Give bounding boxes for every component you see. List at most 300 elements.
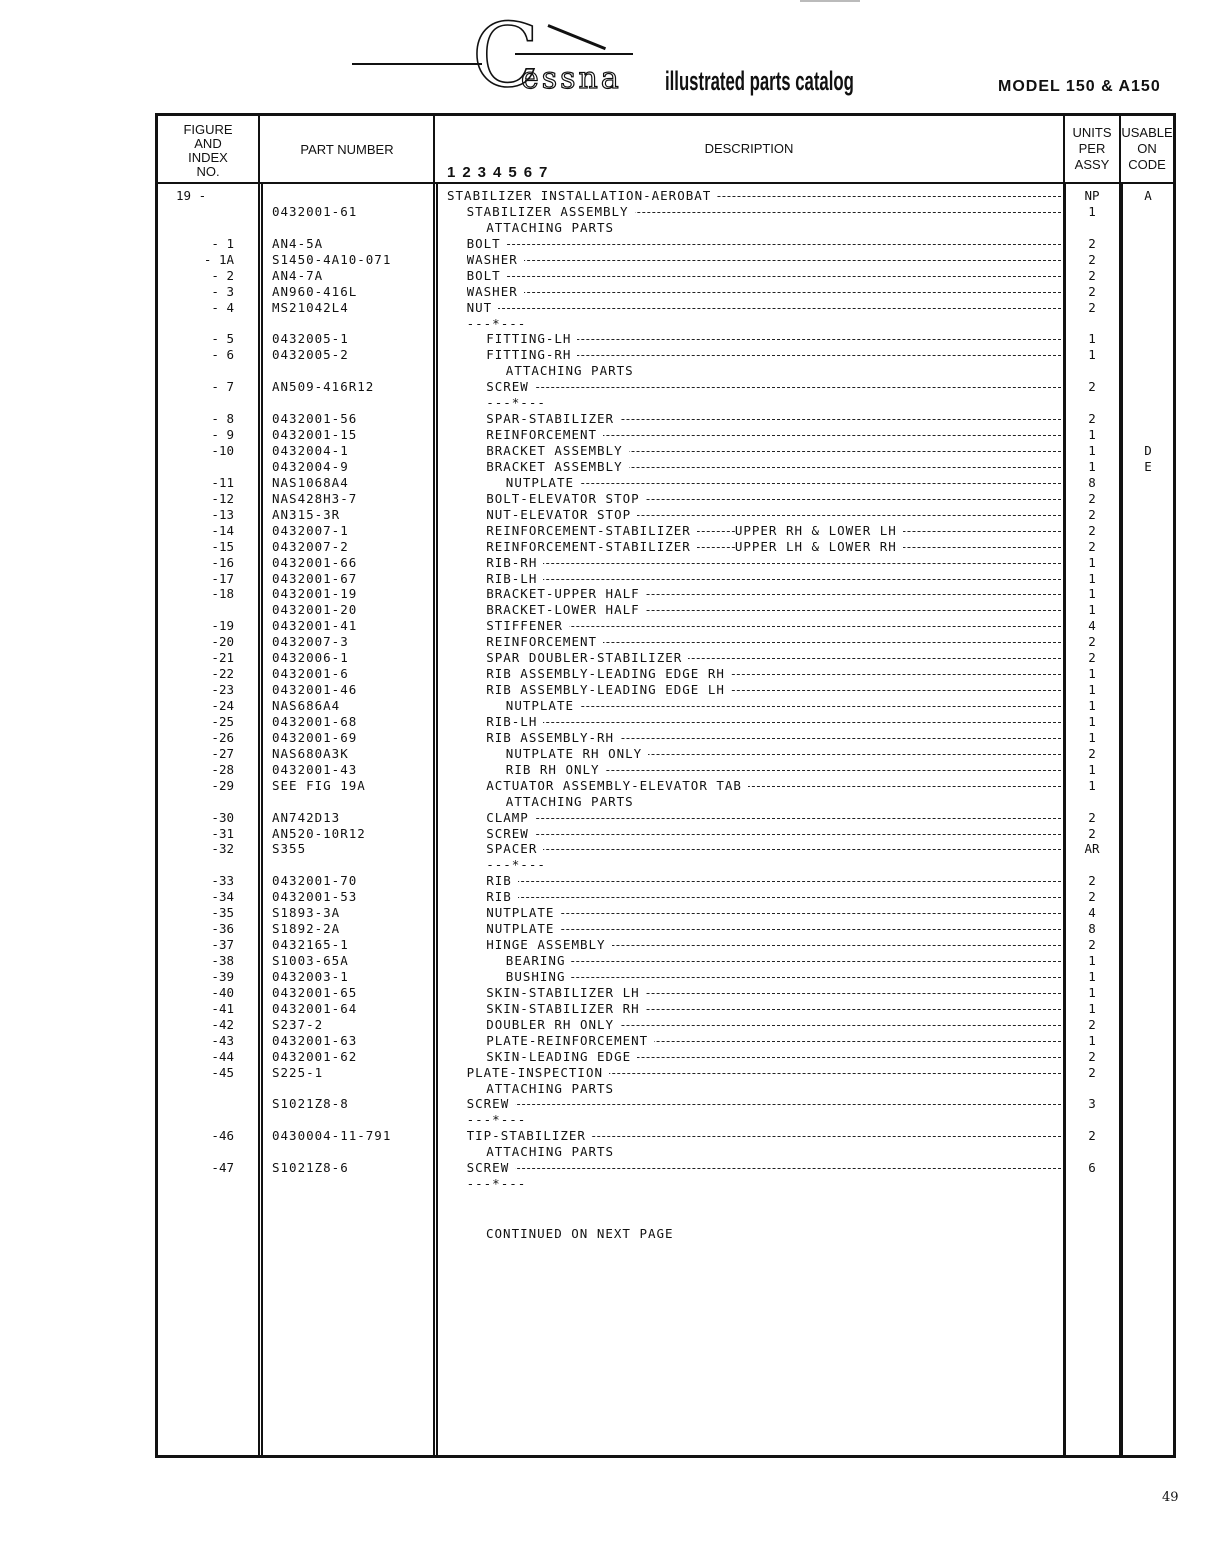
- figure-index: -18: [211, 586, 234, 602]
- figure-index: -38: [211, 953, 234, 968]
- usable-on-code: A: [1144, 188, 1152, 203]
- description-text: STIFFENER: [486, 618, 569, 633]
- units-per-assy: 1: [1088, 203, 1096, 219]
- table-row: [0, 666, 1212, 682]
- table-row: [0, 778, 1212, 794]
- table-row: [0, 555, 1212, 571]
- figure-index: 19 -: [176, 188, 207, 203]
- description-text: ACTUATOR ASSEMBLY-ELEVATOR TAB: [486, 778, 748, 793]
- usable-on-code: D: [1144, 443, 1152, 458]
- description-text: RIB ASSEMBLY-LEADING EDGE RH: [486, 666, 731, 681]
- description-text: REINFORCEMENT: [486, 427, 603, 442]
- table-row: [0, 347, 1212, 363]
- units-per-assy: 1: [1088, 682, 1096, 698]
- description: [486, 1033, 1061, 1049]
- table-row: [0, 1049, 1212, 1065]
- description: [486, 427, 1061, 443]
- model-title: MODEL 150 & A150: [998, 78, 1161, 95]
- description: [506, 953, 1061, 969]
- description-text: ---*---: [467, 1176, 533, 1191]
- part-number: 0432001-62: [272, 1048, 358, 1064]
- table-row: [0, 411, 1212, 427]
- description-text: NUT-ELEVATOR STOP: [486, 507, 637, 522]
- part-number: 0432001-70: [272, 873, 358, 889]
- description-note: UPPER RH & LOWER LH: [735, 523, 903, 538]
- figure-index: - 7: [211, 379, 234, 395]
- table-row: [0, 618, 1212, 634]
- description-text: RIB ASSEMBLY-LEADING EDGE LH: [486, 682, 731, 697]
- figure-index: -44: [211, 1048, 234, 1064]
- part-number: 0432001-66: [272, 554, 358, 570]
- figure-index: - 5: [211, 331, 234, 347]
- part-number: 0432001-53: [272, 889, 358, 905]
- description-text: TIP-STABILIZER: [467, 1128, 592, 1143]
- table-row: [0, 905, 1212, 921]
- units-per-assy: 2: [1088, 937, 1096, 953]
- table-row: [0, 794, 1212, 810]
- table-row: [0, 746, 1212, 762]
- description: [467, 1176, 1061, 1192]
- units-per-assy: 2: [1088, 745, 1096, 761]
- description-text: RIB-LH: [486, 571, 543, 586]
- part-number: 0432001-65: [272, 984, 358, 1000]
- description-text: REINFORCEMENT-STABILIZER: [486, 523, 697, 538]
- description-text: NUTPLATE: [486, 905, 560, 920]
- figure-index: -35: [211, 905, 234, 921]
- description: [486, 937, 1061, 953]
- units-per-assy: 4: [1088, 618, 1096, 634]
- units-per-assy: 2: [1088, 490, 1096, 506]
- table-row: [0, 937, 1212, 953]
- description: [486, 1144, 1061, 1160]
- description-text: ATTACHING PARTS: [506, 794, 640, 809]
- description: [467, 1160, 1061, 1176]
- description-text: BRACKET ASSEMBLY: [486, 443, 628, 458]
- units-per-assy: 2: [1088, 1048, 1096, 1064]
- units-per-assy: 1: [1088, 666, 1096, 682]
- units-per-assy: 1: [1088, 761, 1096, 777]
- column-header-units: UNITS PER ASSY: [1072, 125, 1112, 172]
- figure-index: -32: [211, 841, 234, 857]
- figure-index: - 4: [211, 299, 234, 315]
- logo-wordmark: essna: [521, 61, 622, 96]
- part-number: AN509-416R12: [272, 379, 375, 395]
- units-per-assy: 8: [1088, 474, 1096, 490]
- description-text: ---*---: [486, 395, 552, 410]
- description: [486, 778, 1061, 794]
- part-number: 0432001-43: [272, 761, 358, 777]
- description-text: REINFORCEMENT-STABILIZER: [486, 539, 697, 554]
- part-number: 0432165-1: [272, 937, 349, 953]
- units-per-assy: 2: [1088, 506, 1096, 522]
- part-number: 0432004-1: [272, 443, 349, 458]
- figure-index: -14: [211, 522, 234, 538]
- table-row: [0, 507, 1212, 523]
- description: [447, 188, 1061, 204]
- description: [467, 268, 1061, 284]
- description-text: SCREW: [467, 1160, 516, 1175]
- description: [467, 316, 1061, 332]
- part-number: S1892-2A: [272, 921, 341, 937]
- table-row: [0, 188, 1212, 204]
- part-number: 0430004-11-791: [272, 1128, 392, 1144]
- part-number: 0432001-41: [272, 618, 358, 634]
- description-text: BOLT-ELEVATOR STOP: [486, 491, 645, 506]
- units-per-assy: 2: [1088, 873, 1096, 889]
- figure-index: -22: [211, 666, 234, 682]
- table-row: [0, 395, 1212, 411]
- units-per-assy: 2: [1088, 251, 1096, 267]
- table-row: [0, 1001, 1212, 1017]
- table-row: [0, 953, 1212, 969]
- units-per-assy: 1: [1088, 347, 1096, 363]
- part-number: AN315-3R: [272, 506, 341, 522]
- description: [486, 395, 1061, 411]
- figure-index: -34: [211, 889, 234, 905]
- description: [486, 730, 1061, 746]
- description-text: SCREW: [486, 379, 535, 394]
- description: [467, 1096, 1061, 1112]
- description-text: RIB: [486, 889, 518, 904]
- figure-index: - 1A: [203, 251, 234, 267]
- description: [506, 969, 1061, 985]
- description: [467, 1112, 1061, 1128]
- figure-index: - 3: [211, 283, 234, 299]
- description: [486, 841, 1061, 857]
- table-row: [0, 459, 1212, 475]
- table-row: [0, 857, 1212, 873]
- figure-index: - 2: [211, 267, 234, 283]
- figure-index: - 1: [211, 235, 234, 251]
- description: [486, 523, 1061, 539]
- table-row: [0, 427, 1212, 443]
- description-text: ---*---: [467, 1112, 533, 1127]
- description: [486, 539, 1061, 555]
- figure-index: -43: [211, 1032, 234, 1048]
- description-text: FITTING-LH: [486, 331, 577, 346]
- part-number: 0432001-64: [272, 1000, 358, 1016]
- description-text: SKIN-STABILIZER RH: [486, 1001, 645, 1016]
- description-text: RIB-LH: [486, 714, 543, 729]
- description: [467, 1128, 1061, 1144]
- table-row: [0, 730, 1212, 746]
- description-text: NUTPLATE: [506, 698, 580, 713]
- table-row: [0, 252, 1212, 268]
- description: [486, 586, 1061, 602]
- part-number: 0432001-6: [272, 666, 349, 682]
- description-text: SPACER: [486, 841, 543, 856]
- figure-index: -12: [211, 490, 234, 506]
- description-text: RIB-RH: [486, 555, 543, 570]
- table-row: [0, 268, 1212, 284]
- part-number: S237-2: [272, 1016, 324, 1032]
- part-number: 0432005-1: [272, 331, 349, 347]
- units-per-assy: 2: [1088, 889, 1096, 905]
- table-row: [0, 1128, 1212, 1144]
- description: [506, 762, 1061, 778]
- description: [486, 571, 1061, 587]
- table-row: [0, 204, 1212, 220]
- units-per-assy: 2: [1088, 522, 1096, 538]
- units-per-assy: 2: [1088, 267, 1096, 283]
- table-row: [0, 714, 1212, 730]
- description-text: SKIN-LEADING EDGE: [486, 1049, 637, 1064]
- units-per-assy: 2: [1088, 299, 1096, 315]
- units-per-assy: 1: [1088, 1000, 1096, 1016]
- table-row: [0, 379, 1212, 395]
- header-divider: [155, 182, 1176, 184]
- description-text: PLATE-REINFORCEMENT: [486, 1033, 654, 1048]
- table-row: [0, 236, 1212, 252]
- table-row: [0, 1144, 1212, 1160]
- units-per-assy: 2: [1088, 825, 1096, 841]
- description-text: SKIN-STABILIZER LH: [486, 985, 645, 1000]
- units-per-assy: 1: [1088, 984, 1096, 1000]
- figure-index: -39: [211, 968, 234, 984]
- figure-index: -21: [211, 650, 234, 666]
- description: [467, 300, 1061, 316]
- description-text: NUTPLATE: [486, 921, 560, 936]
- part-number: 0432001-56: [272, 411, 358, 427]
- description: [486, 889, 1061, 905]
- units-per-assy: 2: [1088, 379, 1096, 395]
- part-number: 0432001-20: [272, 602, 358, 618]
- table-row: [0, 571, 1212, 587]
- description: [467, 236, 1061, 252]
- figure-index: -42: [211, 1016, 234, 1032]
- table-row: [0, 985, 1212, 1001]
- figure-index: -13: [211, 506, 234, 522]
- table-row: [0, 1081, 1212, 1097]
- table-row: [0, 698, 1212, 714]
- description-text: STABILIZER INSTALLATION-AEROBAT: [447, 188, 717, 203]
- part-number: S1021Z8-6: [272, 1160, 349, 1176]
- figure-index: -36: [211, 921, 234, 937]
- description: [486, 634, 1061, 650]
- units-per-assy: NP: [1084, 188, 1100, 203]
- description: [486, 1001, 1061, 1017]
- description: [506, 794, 1061, 810]
- top-edge-mark: [800, 0, 860, 2]
- table-row: [0, 762, 1212, 778]
- description: [486, 905, 1061, 921]
- description-text: CLAMP: [486, 810, 535, 825]
- logo-initial: C: [472, 4, 540, 107]
- part-number: 0432001-68: [272, 713, 358, 729]
- part-number: AN4-5A: [272, 235, 324, 251]
- description-text: BRACKET ASSEMBLY: [486, 459, 628, 474]
- table-row: [0, 969, 1212, 985]
- units-per-assy: 1: [1088, 554, 1096, 570]
- description-text: WASHER: [467, 284, 524, 299]
- description-text: PLATE-INSPECTION: [467, 1065, 609, 1080]
- part-number: AN960-416L: [272, 283, 358, 299]
- units-per-assy: 1: [1088, 443, 1096, 458]
- table-row: [0, 1033, 1212, 1049]
- figure-index: -28: [211, 761, 234, 777]
- table-row: [0, 650, 1212, 666]
- table-row: [0, 316, 1212, 332]
- figure-index: -15: [211, 538, 234, 554]
- description-text: RIB RH ONLY: [506, 762, 606, 777]
- description-text: BUSHING: [506, 969, 572, 984]
- part-number: 0432001-69: [272, 729, 358, 745]
- figure-index: -24: [211, 698, 234, 713]
- table-row: [0, 1096, 1212, 1112]
- part-number: 0432001-19: [272, 586, 358, 602]
- figure-index: -31: [211, 825, 234, 841]
- description-text: ATTACHING PARTS: [486, 1144, 620, 1159]
- units-per-assy: 1: [1088, 570, 1096, 586]
- parts-list: [0, 188, 1212, 1192]
- description-text: HINGE ASSEMBLY: [486, 937, 611, 952]
- table-row: [0, 523, 1212, 539]
- description-text: BRACKET-LOWER HALF: [486, 602, 645, 617]
- figure-index: -30: [211, 809, 234, 825]
- table-row: [0, 220, 1212, 236]
- table-row: [0, 634, 1212, 650]
- table-row: [0, 921, 1212, 937]
- figure-index: - 6: [211, 347, 234, 363]
- part-number: NAS428H3-7: [272, 490, 358, 506]
- description-text: BRACKET-UPPER HALF: [486, 586, 645, 601]
- figure-index: -46: [211, 1128, 234, 1144]
- part-number: 0432005-2: [272, 347, 349, 363]
- column-header-usable: USABLE ON CODE: [1121, 125, 1173, 172]
- part-number: S355: [272, 841, 307, 857]
- units-per-assy: 2: [1088, 1128, 1096, 1144]
- units-per-assy: 3: [1088, 1096, 1096, 1112]
- units-per-assy: 2: [1088, 235, 1096, 251]
- description-text: ATTACHING PARTS: [486, 1081, 620, 1096]
- table-row: [0, 491, 1212, 507]
- description: [486, 555, 1061, 571]
- logo-underline-left: [352, 63, 482, 65]
- units-per-assy: 2: [1088, 1064, 1096, 1080]
- units-per-assy: 2: [1088, 283, 1096, 299]
- table-row: [0, 363, 1212, 379]
- figure-index: -17: [211, 570, 234, 586]
- column-header-description: DESCRIPTION: [704, 141, 794, 156]
- part-number: AN742D13: [272, 809, 341, 825]
- figure-index: -40: [211, 984, 234, 1000]
- part-number: S1893-3A: [272, 905, 341, 921]
- figure-index: - 9: [211, 427, 234, 443]
- figure-index: -23: [211, 682, 234, 698]
- figure-index: - 8: [211, 411, 234, 427]
- table-row: [0, 810, 1212, 826]
- logo-swoosh: [547, 24, 606, 50]
- units-per-assy: 1: [1088, 968, 1096, 984]
- units-per-assy: 1: [1088, 602, 1096, 618]
- units-per-assy: 2: [1088, 809, 1096, 825]
- units-per-assy: 1: [1088, 713, 1096, 729]
- table-row: [0, 602, 1212, 618]
- column-header-part-number: PART NUMBER: [300, 142, 394, 157]
- units-per-assy: 1: [1088, 1032, 1096, 1048]
- table-row: [0, 1017, 1212, 1033]
- part-number: 0432007-3: [272, 634, 349, 650]
- units-per-assy: 2: [1088, 1016, 1096, 1032]
- description: [486, 507, 1061, 523]
- units-per-assy: 1: [1088, 698, 1096, 713]
- description-text: BOLT: [467, 268, 507, 283]
- description-text: RIB: [486, 873, 518, 888]
- units-per-assy: 2: [1088, 411, 1096, 427]
- figure-index: -26: [211, 729, 234, 745]
- description: [467, 1065, 1061, 1081]
- catalog-title: illustrated parts catalog: [665, 66, 854, 96]
- description: [486, 826, 1061, 842]
- part-number: MS21042L4: [272, 299, 349, 315]
- figure-index: -16: [211, 554, 234, 570]
- figure-index: -47: [211, 1160, 234, 1176]
- description-text: BOLT: [467, 236, 507, 251]
- units-per-assy: 4: [1088, 905, 1096, 921]
- units-per-assy: 1: [1088, 458, 1096, 474]
- description-text: SCREW: [486, 826, 535, 841]
- part-number: S1021Z8-8: [272, 1096, 349, 1112]
- description: [486, 618, 1061, 634]
- description-text: RIB ASSEMBLY-RH: [486, 730, 620, 745]
- description: [486, 1017, 1061, 1033]
- table-row: [0, 873, 1212, 889]
- description: [486, 650, 1061, 666]
- units-per-assy: 1: [1088, 586, 1096, 602]
- figure-index: -45: [211, 1064, 234, 1080]
- table-row: [0, 586, 1212, 602]
- description: [486, 602, 1061, 618]
- description-text: NUTPLATE: [506, 475, 580, 490]
- continued-note: CONTINUED ON NEXT PAGE: [486, 1226, 674, 1241]
- description: [486, 411, 1061, 427]
- description: [467, 204, 1061, 220]
- description-text: ---*---: [486, 857, 552, 872]
- description: [486, 666, 1061, 682]
- part-number: S225-1: [272, 1064, 324, 1080]
- figure-index: -29: [211, 777, 234, 793]
- table-row: [0, 682, 1212, 698]
- part-number: NAS686A4: [272, 698, 341, 713]
- units-per-assy: 8: [1088, 921, 1096, 937]
- units-per-assy: 1: [1088, 777, 1096, 793]
- description: [486, 379, 1061, 395]
- description: [467, 252, 1061, 268]
- part-number: 0432007-2: [272, 538, 349, 554]
- table-row: [0, 1176, 1212, 1192]
- usable-on-code: E: [1144, 458, 1152, 474]
- table-row: [0, 841, 1212, 857]
- description: [486, 810, 1061, 826]
- units-per-assy: 2: [1088, 650, 1096, 666]
- description: [506, 363, 1061, 379]
- figure-index: -27: [211, 745, 234, 761]
- description-text: STABILIZER ASSEMBLY: [467, 204, 635, 219]
- part-number: 0432001-63: [272, 1032, 358, 1048]
- description: [486, 714, 1061, 730]
- description: [486, 1081, 1061, 1097]
- table-row: [0, 826, 1212, 842]
- description: [486, 1049, 1061, 1065]
- units-per-assy: 2: [1088, 634, 1096, 650]
- column-header-figure: FIGURE AND INDEX NO.: [183, 122, 233, 179]
- description: [506, 475, 1061, 491]
- description-text: NUT: [467, 300, 499, 315]
- description: [506, 698, 1061, 714]
- table-row: [0, 889, 1212, 905]
- part-number: 0432001-61: [272, 203, 358, 219]
- description-text: ATTACHING PARTS: [486, 220, 620, 235]
